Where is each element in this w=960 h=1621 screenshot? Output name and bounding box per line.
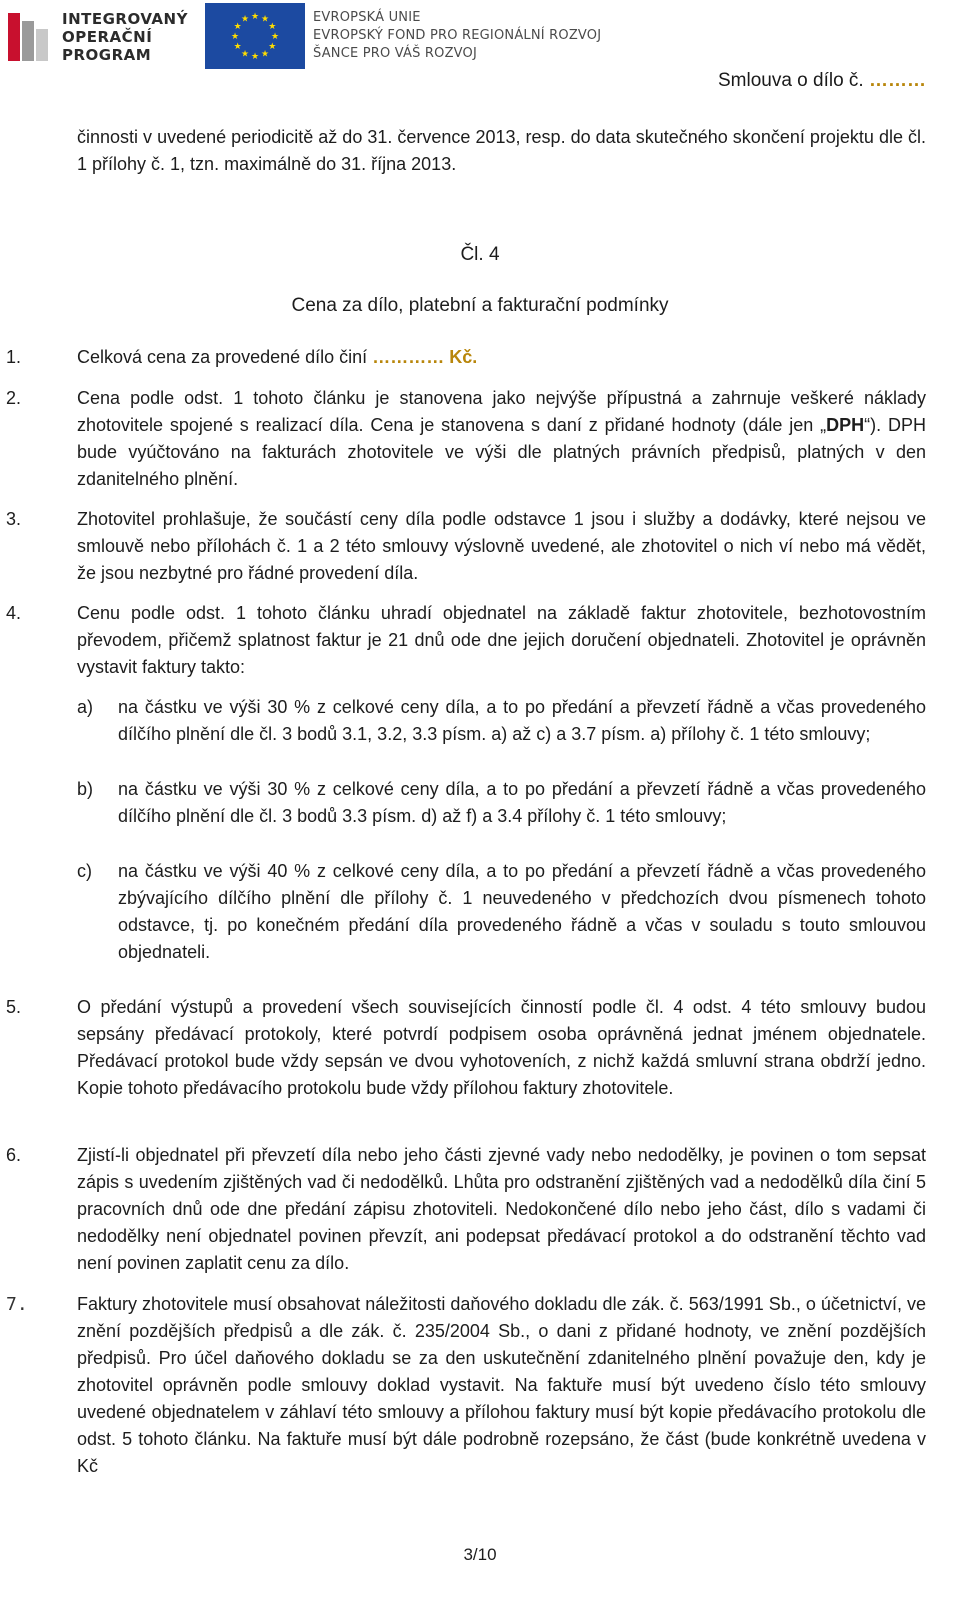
eu-star-icon: ★ bbox=[250, 11, 260, 21]
eu-star-icon: ★ bbox=[240, 13, 250, 24]
subitem-c-text: na částku ve výši 40 % z celkové ceny díla, a to po předání a převzetí řádně a včas provedeného zbývajícího dílčího plnění dle přílohy č. 1 neuvedeného v předchozích dvou písmenech tohoto odstavce, tj. po konečném předání díla provedeného řádně a včas v souladu s touto smlouvou objednateli. bbox=[118, 861, 926, 962]
subitem-a-text: na částku ve výši 30 % z celkové ceny díla, a to po předání a převzetí řádně a včas provedeného dílčího plnění dle čl. 3 bodů 3.1, 3.2, 3.3 písm. a) až c) a 3.7 písm. a) přílohy č. 1 této smlouvy; bbox=[118, 697, 926, 744]
eu-star-icon: ★ bbox=[268, 21, 277, 31]
eu-star-icon: ★ bbox=[233, 41, 242, 51]
item-2-part-a: Cena podle odst. 1 tohoto článku je stanovena jako nejvýše přípustná a zahrnuje veškeré náklady zhotovitele spojené s realizací díla. Cena je stanovena s daní z přidané hodnoty (dále jen „ bbox=[77, 388, 926, 435]
item-2-label: 2. bbox=[6, 388, 22, 408]
contract-reference-text: Smlouva o dílo č. bbox=[717, 70, 869, 91]
subitem-b-label: b) bbox=[77, 779, 94, 799]
page-number: 3/10 bbox=[463, 1545, 497, 1564]
eu-logo bbox=[205, 3, 605, 69]
subitem-c-label: c) bbox=[77, 861, 92, 881]
item-1-label: 1. bbox=[6, 347, 22, 367]
item-1-content: Celková cena za provedené dílo činí bbox=[77, 347, 373, 367]
eu-star-icon: ★ bbox=[250, 51, 260, 61]
eu-star-icon: ★ bbox=[240, 48, 250, 59]
subitem-a-label: a) bbox=[77, 697, 94, 717]
eu-star-icon: ★ bbox=[260, 13, 270, 24]
item-5-text: O předání výstupů a provedení všech souvisejících činností podle čl. 4 odst. 4 této smlouvy budou sepsány předávací protokoly, které potvrdí podpisem osoba oprávněná jednat jménem objednatele. Předávací protokol bude vždy sepsán ve dvou vyhotoveních, z nichž každá smluvní strana obdrží jedno. Kopie tohoto předávacího protokolu bude vždy přílohou faktury zhotovitele. bbox=[77, 997, 926, 1098]
item-2-bold: DPH bbox=[826, 415, 865, 435]
item-3-text: Zhotovitel prohlašuje, že součástí ceny díla podle odstavce 1 jsou i služby a dodávky, které nejsou ve smlouvě nebo přílohách č. 1 a 2 této smlouvy výslovně uvedené, ale zhotovitel o nich ví nebo má vědět, že jsou nezbytné pro řádné provedení díla. bbox=[77, 509, 926, 583]
item-1-text bbox=[77, 344, 926, 371]
eu-line-2: EVROPSKÝ FOND PRO REGIONÁLNÍ ROZVOJ bbox=[313, 28, 602, 43]
item-2-part-b: “). DPH bude vyúčtováno na fakturách zhotovitele ve výši dle platných právních předpisů, platných v den zdanitelného plnění. bbox=[77, 415, 926, 489]
iop-line-3: PROGRAM bbox=[62, 46, 152, 64]
price-placeholder: ………… Kč. bbox=[372, 347, 478, 367]
eu-line-3: ŠANCE PRO VÁŠ ROZVOJ bbox=[313, 46, 478, 61]
intro-paragraph: činnosti v uvedené periodicitě až do 31. července 2013, resp. do data skutečného skončení projektu dle čl. 1 přílohy č. 1, tzn. maximálně do 31. října 2013. bbox=[77, 127, 926, 174]
eu-star-icon: ★ bbox=[270, 31, 280, 41]
eu-star-icon: ★ bbox=[260, 48, 270, 59]
item-6-label: 6. bbox=[6, 1145, 22, 1165]
eu-flag-icon bbox=[205, 3, 305, 69]
item-7-text: Faktury zhotovitele musí obsahovat náležitosti daňového dokladu dle zák. č. 563/1991 Sb., o účetnictví, ve znění pozdějších předpisů a dle zák. č. 235/2004 Sb., o dani z přidané hodnoty, ve znění pozdějších předpisů. Pro účel daňového dokladu se za den uskutečnění zdanitelného plnění považuje den, kdy je zhotovitel oprávněn podle smlouvy doklad vystavit. Na faktuře musí být uvedeno číslo této smlouvy uvedené objednatelem v záhlaví této smlouvy a přílohou faktury musí být kopie předávacího protokolu dle odst. 5 tohoto článku. Na faktuře musí být dále podrobně rozepsáno, že část (bude konkrétně uvedena v Kč bbox=[77, 1294, 926, 1476]
item-7-label: 7. bbox=[6, 1294, 28, 1315]
item-3-label: 3. bbox=[6, 509, 22, 529]
eu-star-icon: ★ bbox=[233, 21, 242, 31]
contract-number-placeholder: ……… bbox=[869, 70, 926, 91]
item-5-label: 5. bbox=[6, 997, 22, 1017]
iop-line-1: INTEGROVANÝ bbox=[62, 10, 188, 28]
item-4-label: 4. bbox=[6, 603, 22, 623]
eu-line-1: EVROPSKÁ UNIE bbox=[313, 10, 421, 25]
article-number: Čl. 4 bbox=[460, 244, 500, 265]
item-6-text: Zjistí-li objednatel při převzetí díla nebo jeho části zjevné vady nebo nedodělky, je povinen o tom sepsat zápis s uvedením zjištěných vad či nedodělků. Lhůta pro odstranění zjištěných vad a nedodělků díla činí 5 pracovních dnů ode dne předání zápisu zhotoviteli. Nedokončené dílo nebo jeho část, dílo s vadami či nedodělky není objednatel povinen převzít, ani podepsat předávací protokol a do odstranění těchto vad není povinen zaplatit cenu za dílo. bbox=[77, 1145, 926, 1273]
contract-reference bbox=[718, 70, 926, 92]
iop-logo bbox=[4, 3, 188, 71]
eu-star-icon: ★ bbox=[268, 41, 277, 51]
article-title: Cena za dílo, platební a fakturační podmínky bbox=[291, 295, 669, 316]
item-4-text: Cenu podle odst. 1 tohoto článku uhradí objednatel na základě faktur zhotovitele, bezhotovostním převodem, přičemž splatnost faktur je 21 dnů ode dne jejich doručení objednateli. Zhotovitel je oprávněn vystavit faktury takto: bbox=[77, 603, 926, 677]
subitem-b-text: na částku ve výši 30 % z celkové ceny díla, a to po předání a převzetí řádně a včas provedeného dílčího plnění dle čl. 3 bodů 3.3 písm. d) až f) a 3.4 přílohy č. 1 této smlouvy; bbox=[118, 779, 926, 826]
iop-line-2: OPERAČNÍ bbox=[62, 28, 153, 46]
iop-emblem-icon bbox=[4, 5, 56, 69]
item-2-text bbox=[77, 385, 926, 493]
eu-star-icon: ★ bbox=[230, 31, 240, 41]
